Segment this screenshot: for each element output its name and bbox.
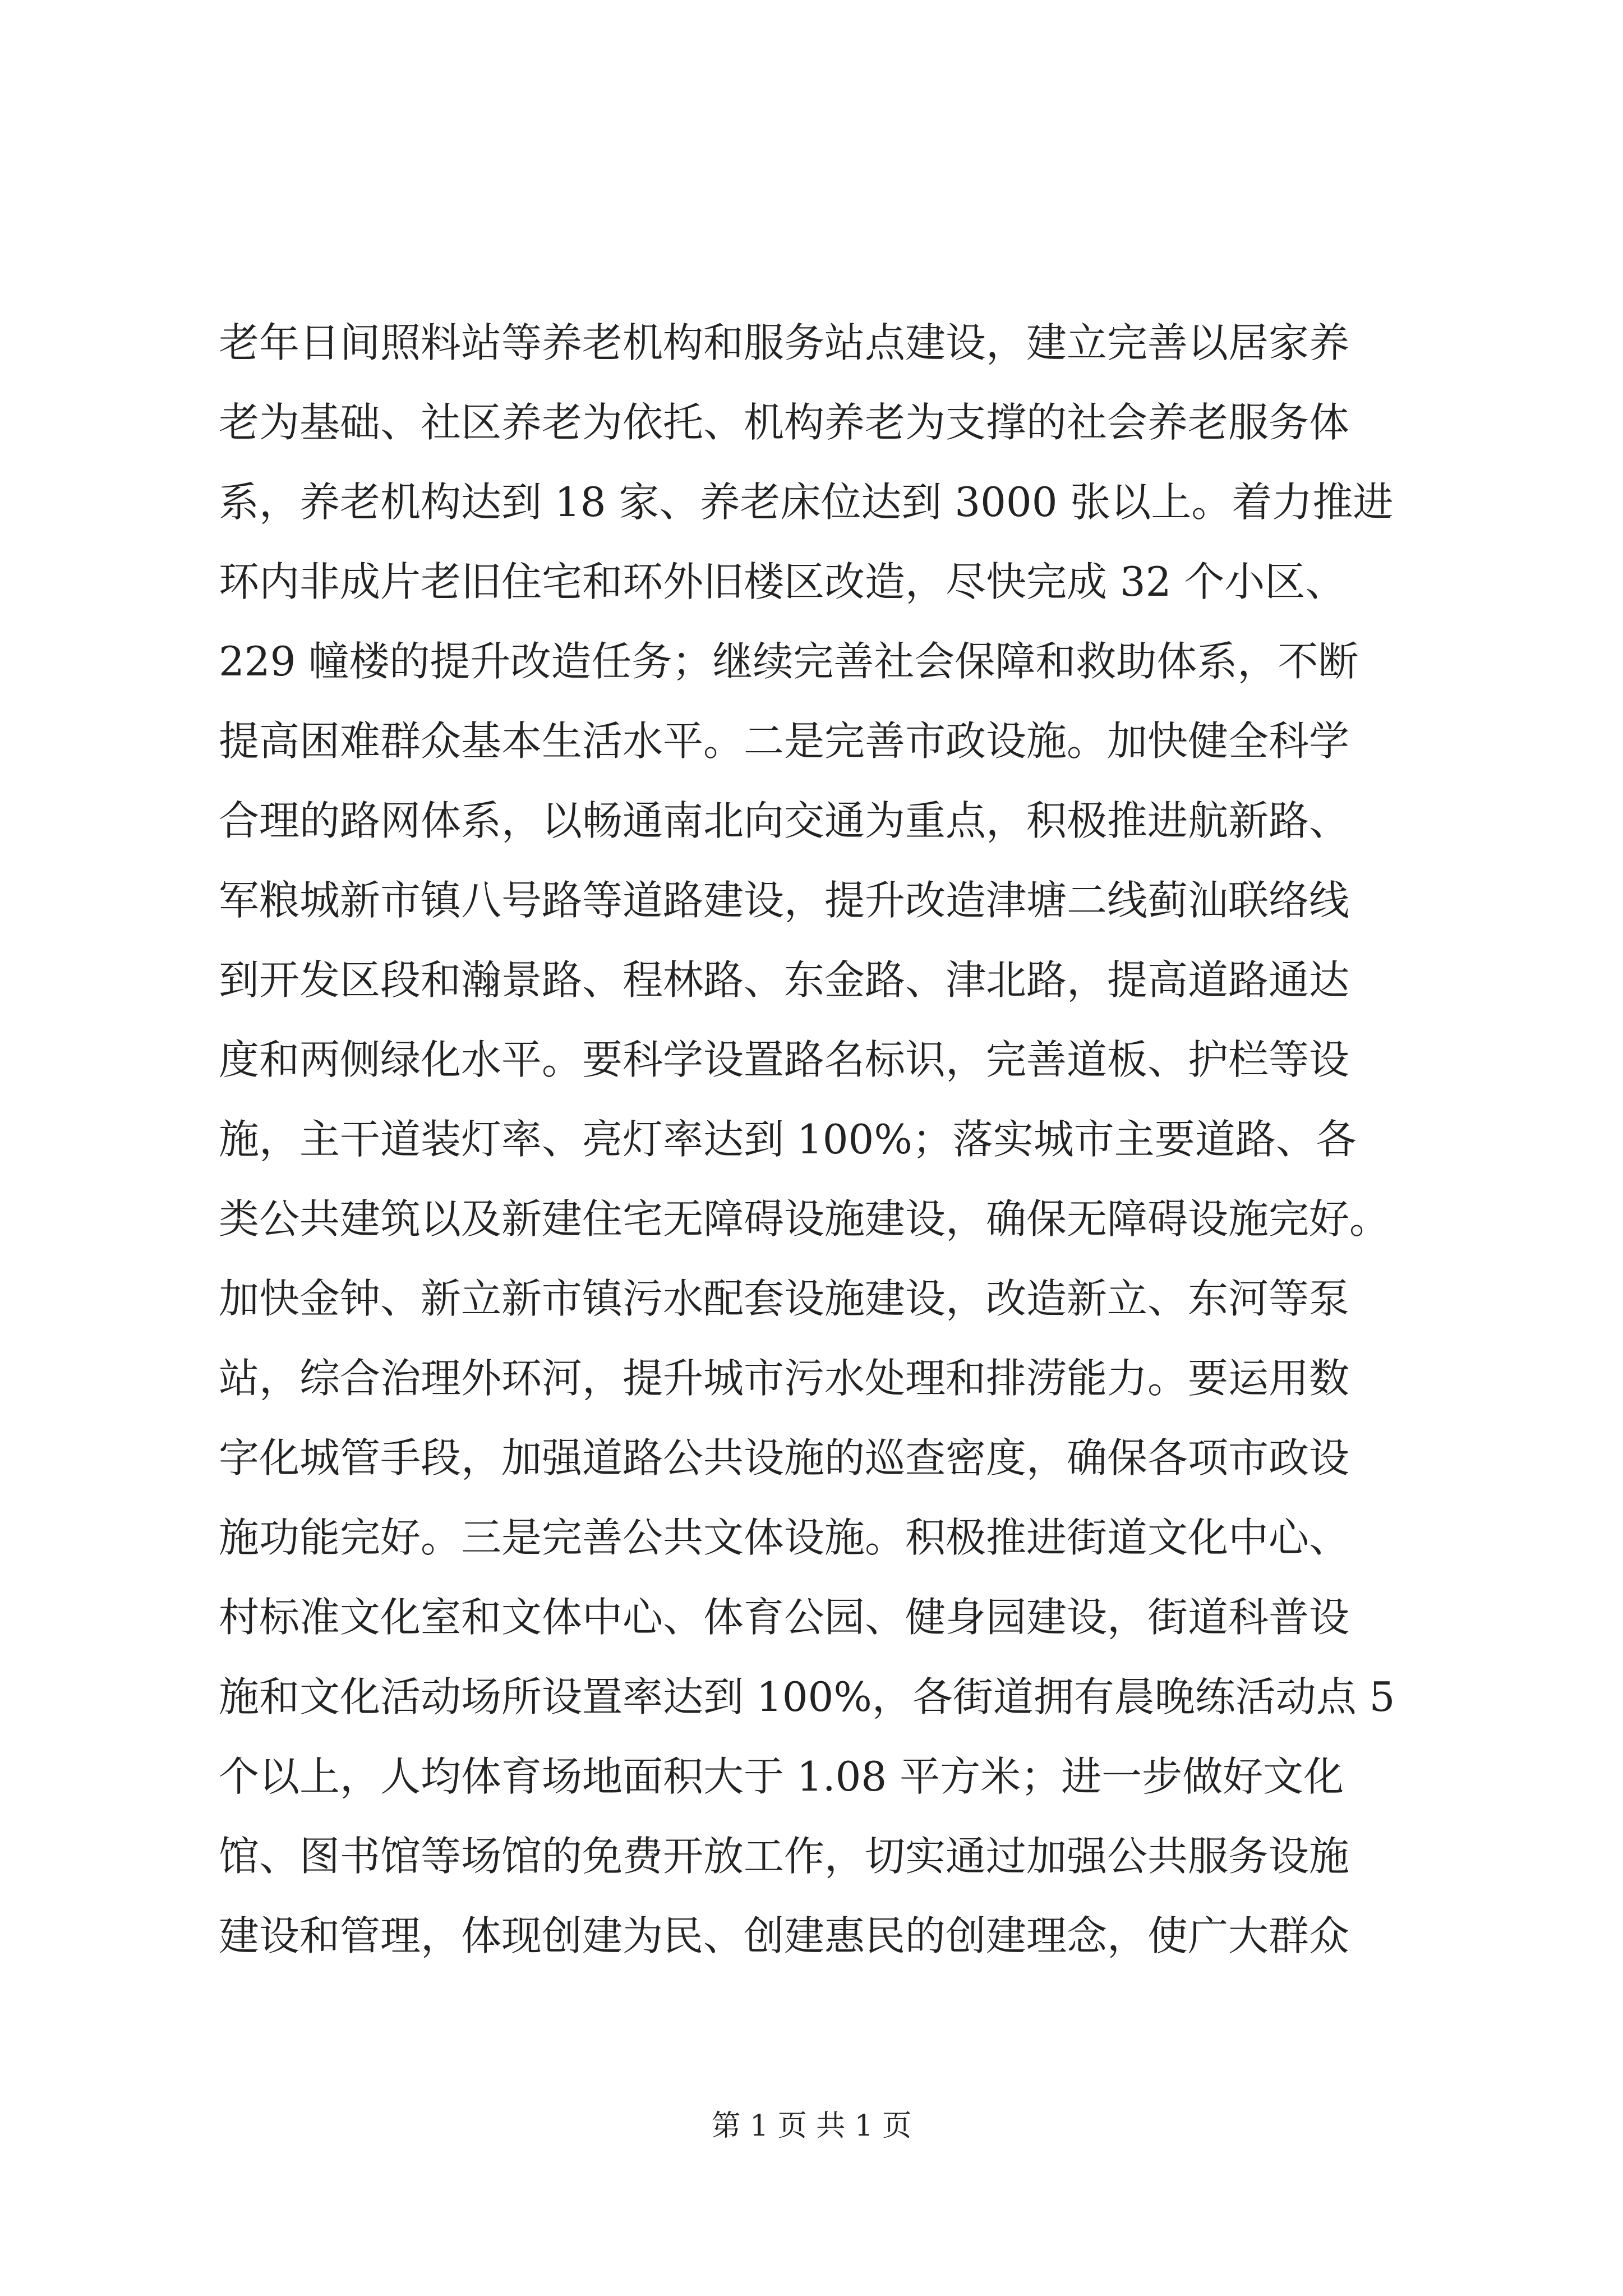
text-line: 施和文化活动场所设置率达到 100%，各街道拥有晨晚练活动点 5 bbox=[219, 1673, 1395, 1720]
text-line: 施功能完好。三是完善公共文体设施。积极推进街道文化中心、 bbox=[219, 1514, 1350, 1561]
text-line: 馆、图书馆等场馆的免费开放工作，切实通过加强公共服务设施 bbox=[219, 1833, 1350, 1880]
text-line: 类公共建筑以及新建住宅无障碍设施建设，确保无障碍设施完好。 bbox=[219, 1195, 1390, 1243]
text-line: 村标准文化室和文体中心、体育公园、健身园建设，街道科普设 bbox=[219, 1594, 1350, 1641]
text-line: 老年日间照料站等养老机构和服务站点建设，建立完善以居家养 bbox=[219, 319, 1350, 366]
page-number-label: 第 1 页 共 1 页 bbox=[711, 2109, 912, 2143]
text-line: 站，综合治理外环河，提升城市污水处理和排涝能力。要运用数 bbox=[219, 1355, 1350, 1402]
text-line: 环内非成片老旧住宅和环外旧楼区改造，尽快完成 32 个小区、 bbox=[219, 558, 1346, 605]
text-line: 合理的路网体系，以畅通南北向交通为重点，积极推进航新路、 bbox=[219, 797, 1350, 844]
text-line: 229 幢楼的提升改造任务；继续完善社会保障和救助体系，不断 bbox=[219, 638, 1359, 685]
page-footer bbox=[0, 2106, 1623, 2146]
text-line: 字化城管手段，加强道路公共设施的巡查密度，确保各项市政设 bbox=[219, 1434, 1350, 1481]
text-line: 提高困难群众基本生活水平。二是完善市政设施。加快健全科学 bbox=[219, 717, 1350, 765]
text-line: 建设和管理，体现创建为民、创建惠民的创建理念，使广大群众 bbox=[219, 1912, 1350, 1959]
text-line: 加快金钟、新立新市镇污水配套设施建设，改造新立、东河等泵 bbox=[219, 1275, 1350, 1322]
body-text bbox=[219, 303, 1424, 1976]
text-line: 军粮城新市镇八号路等道路建设，提升改造津塘二线蓟汕联络线 bbox=[219, 877, 1350, 924]
text-line: 到开发区段和瀚景路、程林路、东金路、津北路，提高道路通达 bbox=[219, 956, 1350, 1004]
text-line: 老为基础、社区养老为依托、机构养老为支撑的社会养老服务体 bbox=[219, 399, 1350, 446]
text-line: 个以上，人均体育场地面积大于 1.08 平方米；进一步做好文化 bbox=[219, 1753, 1344, 1800]
text-line: 度和两侧绿化水平。要科学设置路名标识，完善道板、护栏等设 bbox=[219, 1036, 1350, 1083]
text-line: 系，养老机构达到 18 家、养老床位达到 3000 张以上。着力推进 bbox=[219, 478, 1394, 526]
text-line: 施，主干道装灯率、亮灯率达到 100%；落实城市主要道路、各 bbox=[219, 1116, 1357, 1163]
